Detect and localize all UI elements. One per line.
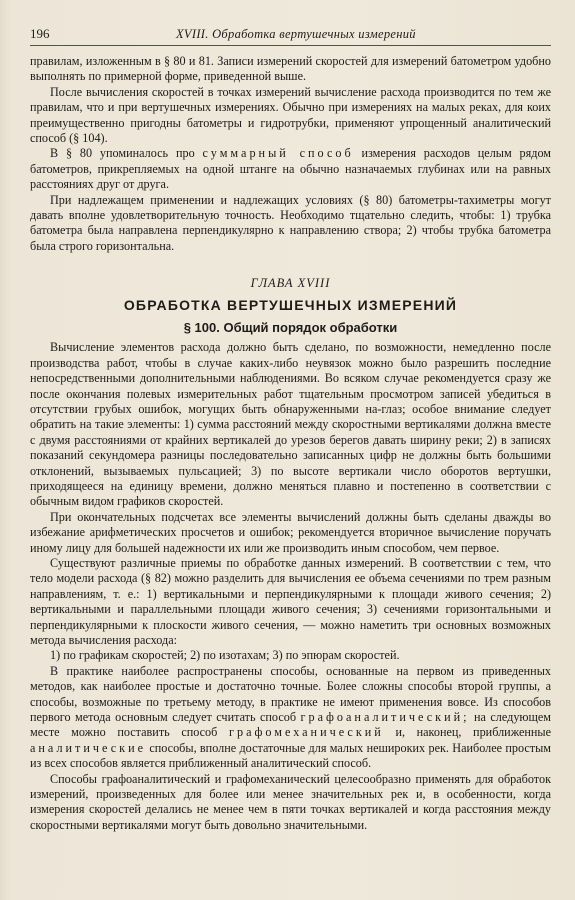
text-run: измерения расходов целым рядом батометров, прикрепляемых на одной штанге на обычно назначаемых глубинах или на равных расстояниях друг от друга. — [30, 146, 552, 192]
running-header — [30, 26, 551, 46]
spaced-term: аналитические — [30, 740, 147, 755]
chapter-label: ГЛАВА XVIII — [250, 276, 331, 291]
spaced-term: суммарный способ — [202, 146, 354, 161]
page-number: 196 — [30, 26, 50, 41]
paragraph-continuation: правилам, изложенным в § 80 и 81. Записи измерений скоростей для измерений батометром удобно выполнять по примерной форме, приведенной выше. — [30, 54, 551, 84]
paragraph: После вычисления скоростей в точках измерений вычисление расхода производится по тем же правилам, что и при вертушечных измерениях. Обычно при измерениях на малых реках, для коих преимущественно пригодны батометры и гидротрубки, применяют упрощенный аналитический способ (§ 104). — [30, 84, 551, 146]
chapter-title: ОБРАБОТКА ВЕРТУШЕЧНЫХ ИЗМЕРЕНИЙ — [123, 297, 458, 314]
paragraph: Существуют различные приемы по обработке данных измерений. В соответствии с тем, что тело модели расхода (§ 82) можно разделить для вычисления ее объема сечениями по трем разным направлениям, т. е.: 1) вертикальными и перпендикулярными к площади живого сечения; 2) вертикальными и параллельными площади живого сечения; 3) сечениями горизонтальными и перпендикулярными к плоскости живого сечения, — можно наметить три основных возможных метода вычисления расхода: — [30, 555, 551, 647]
running-title: XVIII. Обработка вертушечных измерений — [176, 27, 416, 41]
spaced-term: графомеханический — [228, 725, 384, 740]
paragraph — [30, 146, 551, 192]
spaced-term: графоаналитический; — [300, 710, 470, 725]
text-run: способы, вполне достаточные для малых неширокиx рек. Наиболее простым из всех способов является приближенный аналитический способ. — [30, 740, 551, 771]
text-run: и, наконец, приближенные — [395, 725, 552, 740]
text-run: В практике наиболее распространены способы, основанные на первом из приведенных методов, как наиболее простые и достаточно точные. Более сложны способы второй группы, а способы, возможные по третьему методу, в практике не имеют применения вовсе. Из способов первого метода основным следует считать способ — [30, 663, 551, 725]
paragraph — [30, 664, 551, 772]
section-title: § 100. Общий порядок обработки — [183, 320, 398, 336]
paragraph: При окончательных подсчетах все элементы вычислений должны быть сделаны дважды во избежание арифметических просчетов и ошибок; рекомендуется вторичное вычисление поручать иному лицу для большей надежности их или же производить иным способом, чем первое. — [30, 509, 551, 555]
paragraph: При надлежащем применении и надлежащих условиях (§ 80) батометры-тахиметры могут давать вполне удовлетворительную точность. Необходимо тщательно следить, чтобы: 1) трубка батометра была направлена перпендикулярно к направлению створа; 2) чтобы трубка батометра была строго горизонтальна. — [30, 192, 551, 253]
paragraph: Вычисление элементов расхода должно быть сделано, по возможности, немедленно после производства работ, чтобы в случае каких-либо неувязок можно было разрешить последние непосредственными дополнительными наблюдениями. Во всяком случае рекомендуется сразу же после окончания полевых измерительных работ тщательным просмотром записей убедиться в отсутствии грубых ошибок, могущих быть обнаруженными на-глаз; особое внимание следует обратить на такие элементы: 1) сумма расстояний между скоростными вертикалями должна вместе с двумя расстояниями от крайних вертикалей до урезов берегов давать ширину реки; 2) в записях показаний секундомера разницы последовательно записанных цифр не должны быть большими отклонений, вызываемых пульсацией; 3) по высоте вертикали число оборотов вертушки, приходящееся на единицу времени, должно меняться плавно и постепенно в соответствии с обычным видом графиков скоростей. — [30, 340, 551, 509]
text-run: на следующем месте можно поставить способ — [30, 710, 552, 740]
text-run: В § 80 упоминалось про — [50, 146, 195, 161]
paragraph-list: 1) по графикам скоростей; 2) по изотахам; 3) по эпюрам скоростей. — [50, 648, 400, 663]
paragraph: Способы графоаналитический и графомеханический целесообразно применять для обработок измерений, произведенных для более или менее значительных рек и, в особенности, когда измерения скоростей делались не менее чем в пяти точках вертикалей и когда расстояния между скоростными вертикалями могут быть довольно значительными. — [30, 771, 551, 832]
